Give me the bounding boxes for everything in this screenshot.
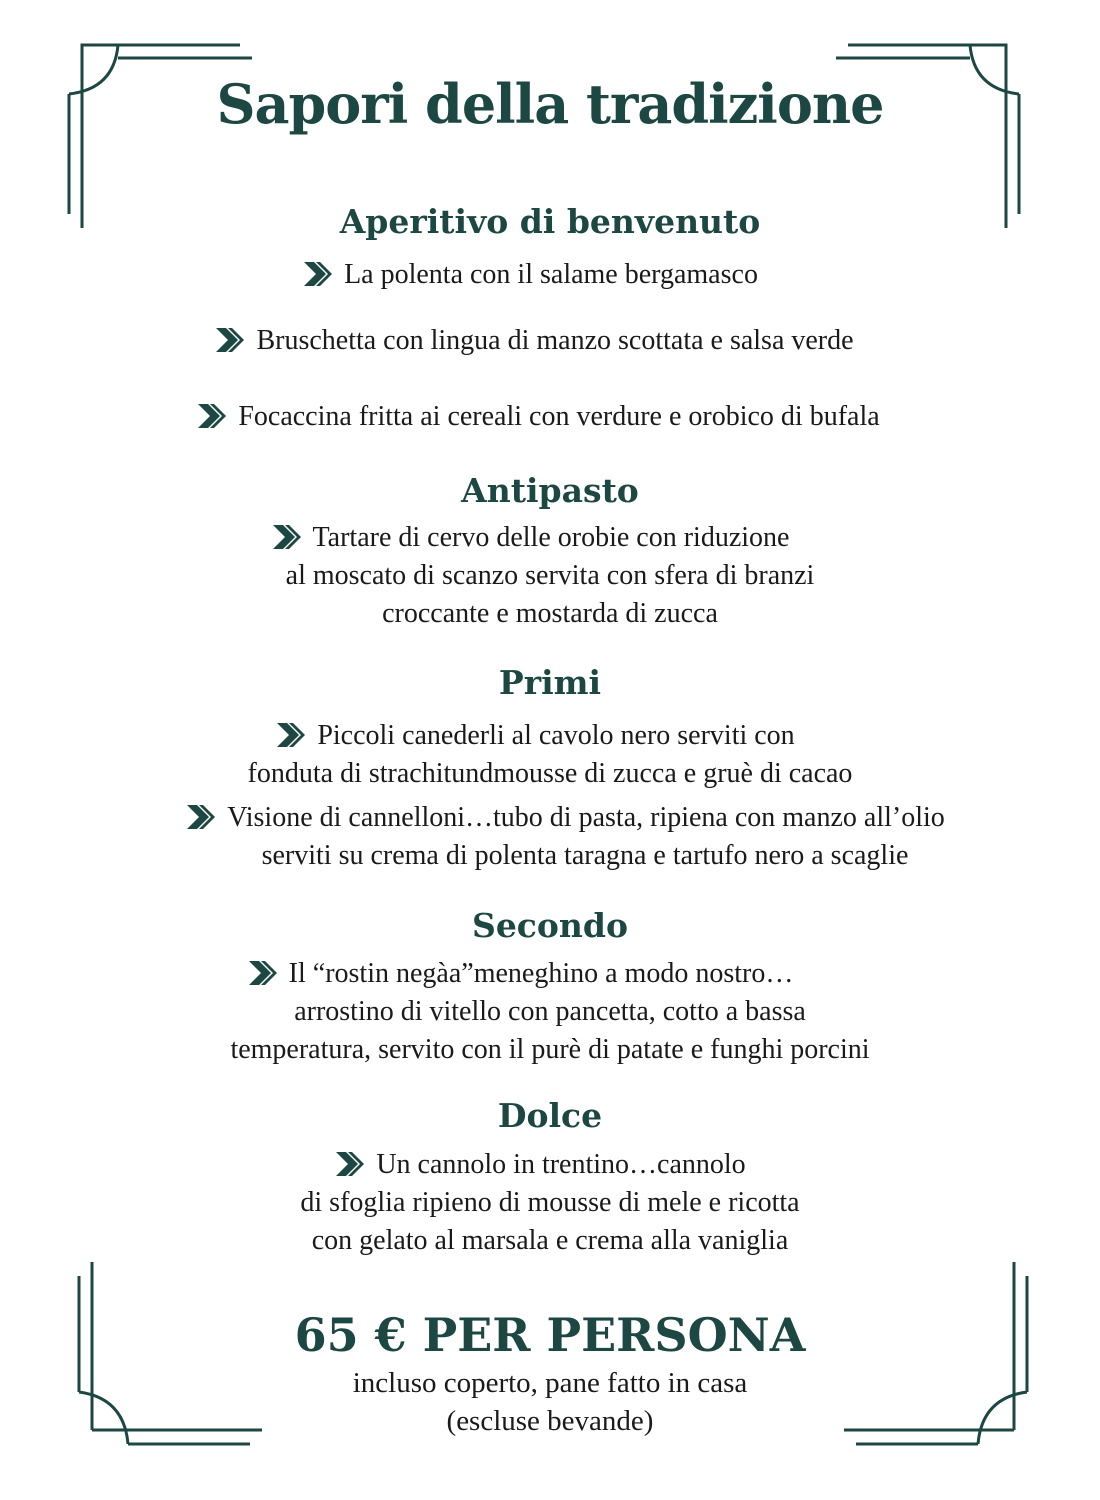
chevron-bullet-icon (196, 402, 228, 430)
menu-item-line: con gelato al marsala e crema alla vaniglia (311, 1225, 789, 1256)
menu-item-line: di sfoglia ripieno di mousse di mele e ricotta (300, 1187, 800, 1218)
menu-item-line: Tartare di cervo delle orobie con riduzione (312, 522, 790, 553)
menu-item-rostin (0, 955, 1100, 1069)
menu-item-line: Un cannolo in trentino…cannolo (376, 1149, 746, 1180)
menu-item-line: Piccoli canederli al cavolo nero serviti con (317, 720, 795, 751)
menu-item-text: Focaccina fritta ai cereali con verdure e orobico di bufala (238, 401, 880, 432)
menu-item-line: arrostino di vitello con pancetta, cotto a bassa (294, 996, 806, 1027)
chevron-bullet-icon (302, 260, 334, 288)
menu-item-canederli (0, 717, 1100, 793)
price-note-included: incluso coperto, pane fatto in casa (352, 1367, 748, 1399)
menu-item-text: La polenta con il salame bergamasco (344, 259, 758, 290)
menu-item-bruschetta (0, 322, 1084, 360)
menu-item-line: al moscato di scanzo servita con sfera di branzi (285, 560, 815, 591)
menu-item-line: fonduta di strachitundmousse di zucca e gruè di cacao (247, 758, 853, 789)
chevron-bullet-icon (214, 326, 246, 354)
chevron-bullet-icon (271, 523, 303, 551)
menu-item-line: croccante e mostarda di zucca (382, 598, 718, 629)
section-title-primi: Primi (498, 663, 602, 702)
chevron-bullet-icon (275, 721, 307, 749)
menu-item-line: Il “rostin negàa”meneghino a modo nostro… (288, 958, 794, 989)
menu-item-tartare (0, 519, 1100, 633)
menu-item-polenta (0, 256, 1080, 294)
menu-item-cannelloni (0, 799, 1100, 875)
chevron-bullet-icon (334, 1150, 366, 1178)
section-title-aperitivo: Aperitivo di benvenuto (339, 202, 761, 241)
chevron-bullet-icon (185, 803, 217, 831)
menu-item-line: Visione di cannelloni…tubo di pasta, ripiena con manzo all’olio (227, 802, 945, 833)
price-note-excluded: (escluse bevande) (446, 1405, 654, 1437)
menu-item-cannolo (0, 1146, 1100, 1260)
chevron-bullet-icon (247, 959, 279, 987)
section-title-secondo: Secondo (471, 906, 628, 945)
section-title-antipasto: Antipasto (461, 471, 639, 510)
menu-item-line: serviti su crema di polenta taragna e tartufo nero a scaglie (261, 840, 909, 871)
menu-item-text: Bruschetta con lingua di manzo scottata e salsa verde (256, 325, 854, 356)
menu-item-focaccina (0, 398, 1088, 436)
menu-title: Sapori della tradizione (216, 72, 884, 136)
price-label: 65 € PER PERSONA (294, 1308, 806, 1362)
menu-item-line: temperatura, servito con il purè di patate e funghi porcini (230, 1034, 870, 1065)
section-title-dolce: Dolce (497, 1096, 603, 1135)
